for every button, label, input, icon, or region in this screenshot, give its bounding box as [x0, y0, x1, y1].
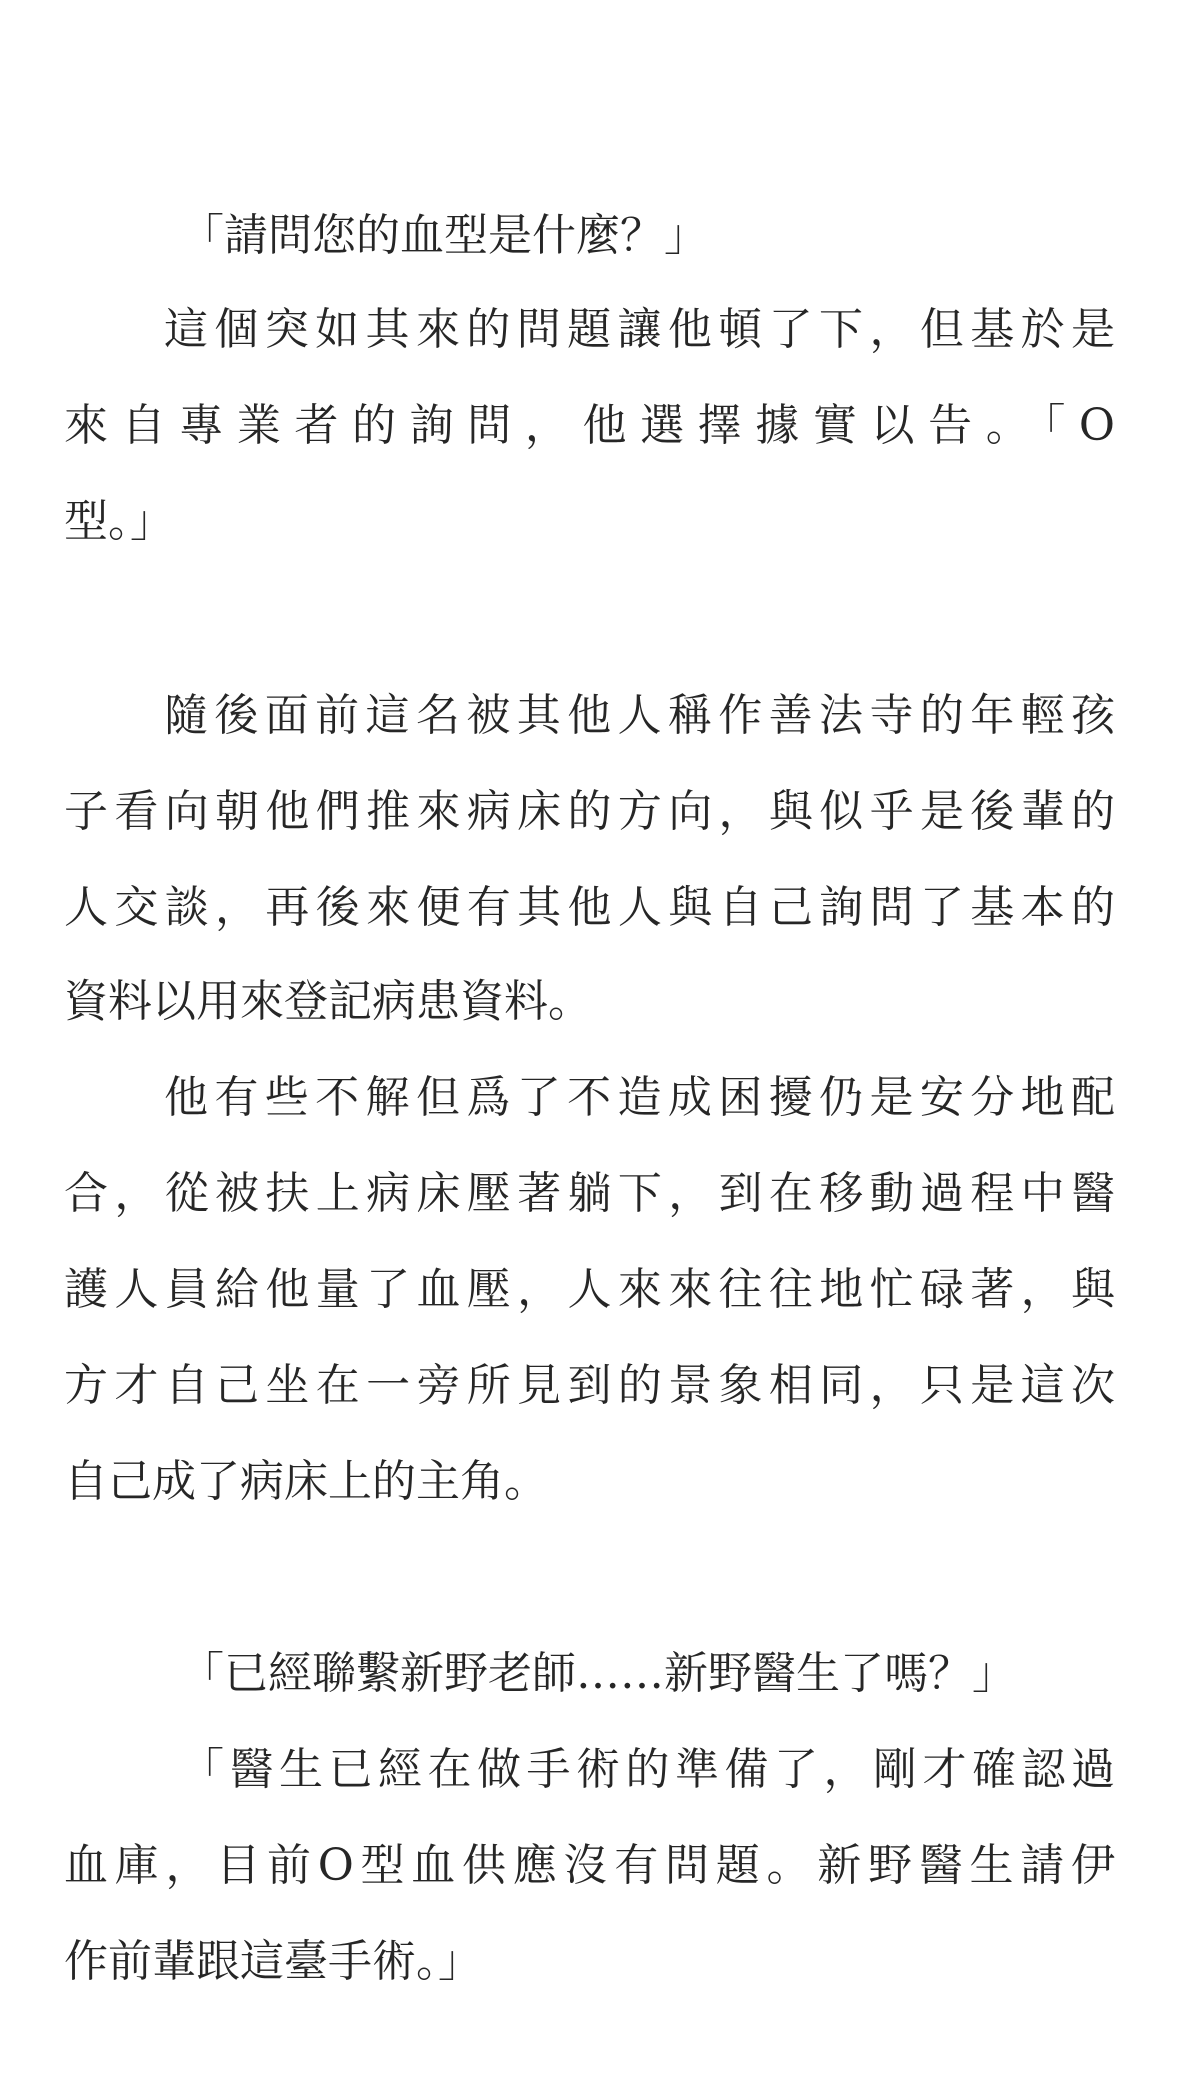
text-line: 子看向朝他們推來病床的方向，與似乎是後輩的 — [64, 786, 1115, 837]
text-line: 型。」 — [64, 496, 174, 547]
text-line: 「已經聯繫新野老師……新野醫生了嗎？」 — [180, 1648, 1016, 1699]
document-page — [64, 0, 1115, 2097]
text-line: 來自專業者的詢問，他選擇據實以告。「O — [64, 400, 1115, 451]
text-line: 護人員給他量了血壓，人來來往往地忙碌著，與 — [64, 1264, 1115, 1315]
text-line: 作前輩跟這臺手術。」 — [64, 1936, 482, 1987]
text-line: 人交談，再後來便有其他人與自己詢問了基本的 — [64, 882, 1115, 933]
text-line: 他有些不解但爲了不造成困擾仍是安分地配 — [164, 1072, 1115, 1123]
text-line: 合，從被扶上病床壓著躺下，到在移動過程中醫 — [64, 1168, 1115, 1219]
text-line: 這個突如其來的問題讓他頓了下，但基於是 — [164, 304, 1115, 355]
text-line: 隨後面前這名被其他人稱作善法寺的年輕孩 — [164, 690, 1115, 741]
text-line: 血庫，目前O型血供應沒有問題。新野醫生請伊 — [64, 1840, 1115, 1891]
text-line: 「請問您的血型是什麼？」 — [180, 210, 708, 261]
text-line: 「醫生已經在做手術的準備了，剛才確認過 — [180, 1744, 1115, 1795]
text-line: 自己成了病床上的主角。 — [64, 1456, 548, 1507]
text-line: 資料以用來登記病患資料。 — [64, 976, 592, 1027]
text-line: 方才自己坐在一旁所見到的景象相同，只是這次 — [64, 1360, 1115, 1411]
